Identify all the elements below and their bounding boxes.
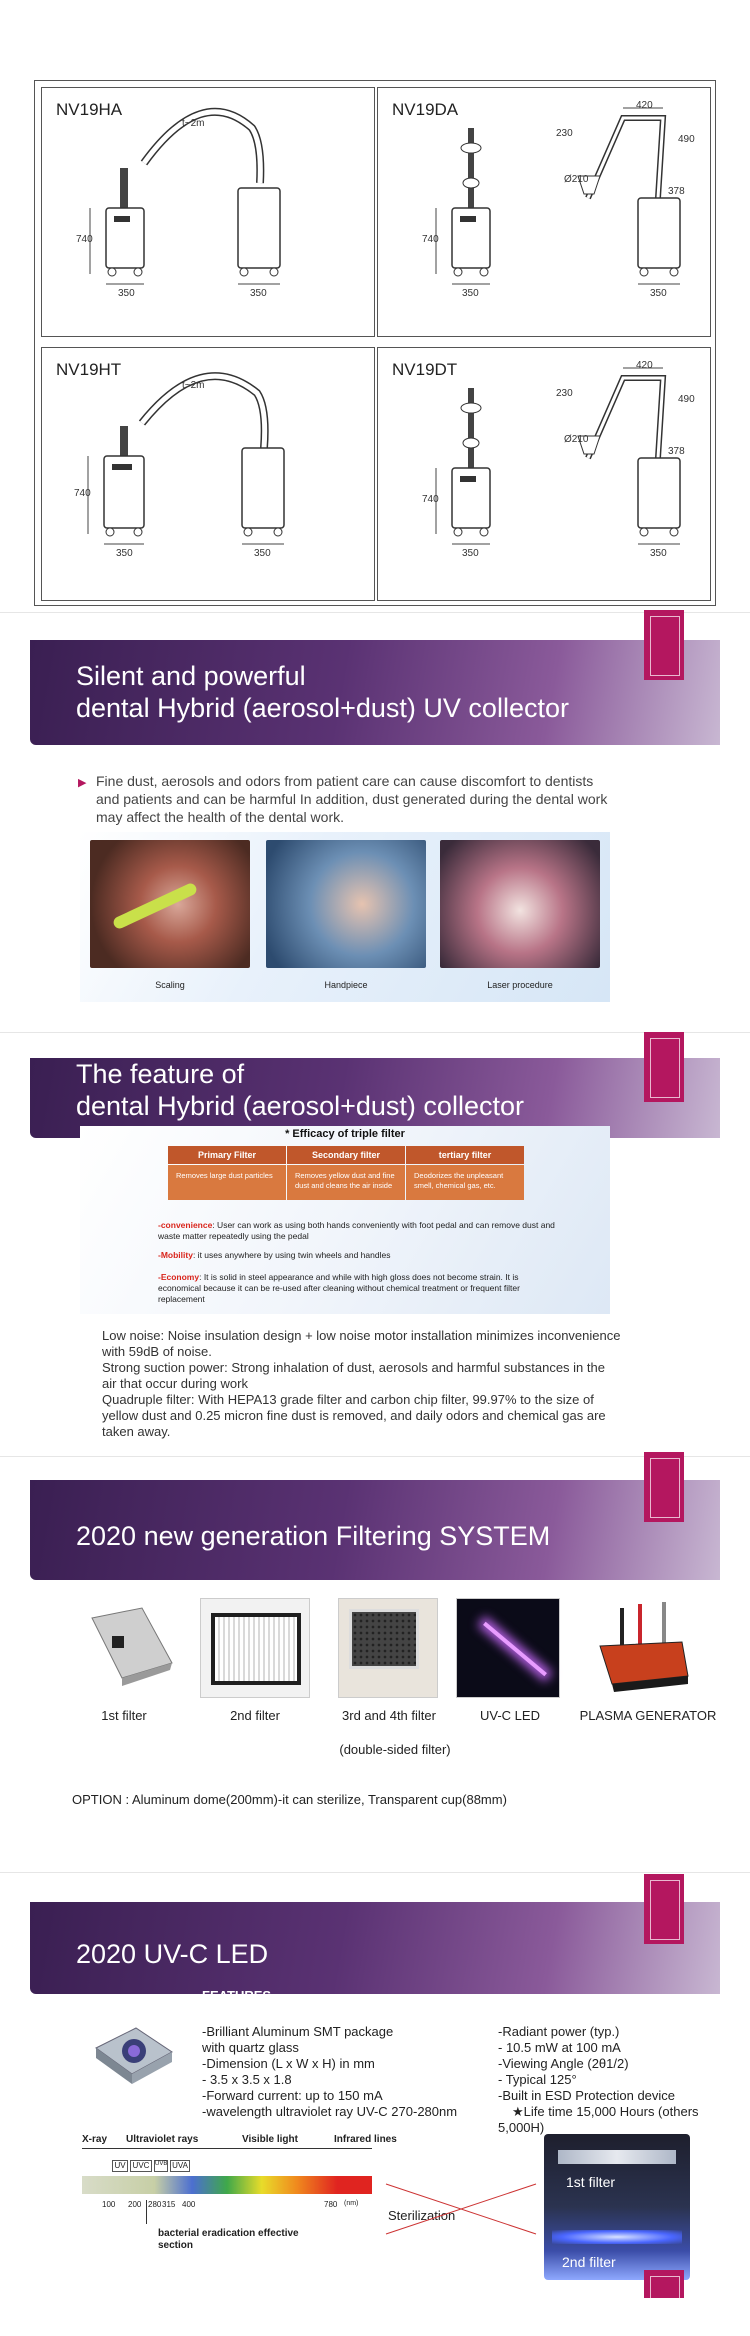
slide1-bullet: Fine dust, aerosols and odors from patient care can cause discomfort to dentists and patients and can be harmful In addition, dust generated during the dental work may affect the health of the dental work. [96,773,608,825]
drawing-svg [378,88,712,338]
spectrum-label-uv: Ultraviolet rays [126,2134,199,2145]
sterilization-label: Sterilization [388,2208,456,2223]
feature-low-noise: Low noise: Noise insulation design + low noise motor installation minimizes inconvenience with 59dB of noise. [102,1328,621,1359]
lifetime-note-cont [498,2120,544,2136]
slide-title-line1: The feature of [76,1059,245,1089]
height-label: 740 [422,234,439,245]
accent-tab [644,1032,684,1102]
feature-line: - Typical 125° [498,2072,577,2087]
uv-chamber-photo [544,2134,690,2280]
drawing-nv19dt [377,347,711,601]
scaling-photo [90,840,250,968]
caption-double-sided: (double-sided filter) [339,1742,451,1757]
sterilization-arrows [376,2174,546,2244]
feature-line: -Radiant power (typ.) [498,2024,620,2039]
lifetime-note [512,2104,699,2120]
spectrum-label-infrared: Infrared lines [334,2134,397,2145]
product-drawings-panel [34,80,716,606]
economy-item [158,1272,558,1305]
tick-unit: (nm) [344,2200,359,2207]
table-cell: Removes yellow dust and fine dust and cleans the air inside [287,1165,405,1200]
tick-400: 400 [182,2200,196,2209]
tick-280: 280 [148,2200,162,2209]
left-feature-list [202,2024,457,2120]
band-uvc: UVC [130,2160,152,2172]
dim-label: 490 [678,134,695,145]
feature-line: -wavelength ultraviolet ray UV-C 270-280nm [202,2104,458,2119]
caption-uvc-led: UV-C LED [480,1708,540,1723]
convenience-text: : User can work as using both hands conveniently with foot pedal and can remove dust and waste matter repeatedly using the pedal [158,1220,555,1241]
tick-315: 315 [162,2200,176,2209]
slide-title-line1: Silent and powerful [76,661,306,691]
tick-780: 780 [324,2200,338,2209]
right-feature-list [498,2024,675,2104]
accent-tab [644,1874,684,1944]
carbon-filter-icon [349,1609,419,1669]
band-uvb: UVB [154,2160,168,2172]
first-filter-icon [82,1598,174,1698]
efficacy-title: * Efficacy of triple filter [285,1128,405,1140]
lifetime-line: 5,000H) [498,2120,545,2135]
feature-line: -Dimension (L x W x H) in mm [202,2056,375,2071]
section-divider [0,1456,750,1457]
dim-label: 378 [668,186,685,197]
drawing-nv19ht [41,347,375,601]
height-label: 740 [76,234,93,245]
dim-label: 378 [668,446,685,457]
caption-first-filter: 1st filter [101,1708,147,1723]
feature-line: -Viewing Angle (2θ1/2) [498,2056,629,2071]
drawing-svg [42,348,376,602]
efficacy-table [168,1146,524,1200]
accent-tab-bottom [644,2270,684,2298]
uv-glow [552,2230,682,2244]
dim-label: 490 [678,394,695,405]
section-divider [0,1032,750,1033]
second-filter-label: 2nd filter [562,2254,616,2270]
led-chip-icon [86,2010,176,2094]
tick-100: 100 [102,2200,116,2209]
bullet-arrow-icon: ▶ [78,777,87,789]
uv-led-glow-icon [483,1622,547,1676]
feature-line: -Brilliant Aluminum SMT package [202,2024,394,2039]
feature-suction: Strong suction power: Strong inhalation of dust, aerosols and harmful substances in the air that occur during work [102,1360,605,1391]
caption-laser: Laser procedure [487,980,553,990]
table-cell: Deodorizes the unpleasant smell, chemical gas, etc. [406,1165,524,1200]
caption-plasma-generator: PLASMA GENERATOR [579,1708,717,1723]
dim-label: 230 [556,388,573,399]
feature-line: -Forward current: up to 150 mA [202,2088,383,2103]
feature-line: - 3.5 x 3.5 x 1.8 [202,2072,292,2087]
spectrum-label-xray: X-ray [82,2134,108,2145]
drawing-nv19ha [41,87,375,337]
width-label: 350 [462,288,479,299]
table-header: Primary Filter [168,1146,286,1164]
tick-200: 200 [128,2200,142,2209]
feature-line: -Built in ESD Protection device [498,2088,676,2103]
hepa-filter-icon [211,1613,301,1685]
drawing-nv19da [377,87,711,337]
economy-label: -Economy [158,1272,200,1282]
second-filter-image [200,1598,310,1698]
uvc-led-image [456,1598,560,1698]
section-divider [0,1872,750,1873]
third-fourth-filter-image [338,1598,438,1698]
laser-photo [440,840,600,968]
spectrum-label-visible: Visible light [242,2134,298,2145]
drawing-svg [378,348,712,602]
model-label: NV19DT [392,360,458,379]
height-label: 740 [422,494,439,505]
dim-label: 230 [556,128,573,139]
band-uv: UV [112,2160,128,2172]
procedure-photos-panel [80,832,610,1002]
accent-tab [644,1452,684,1522]
option-text: OPTION : Aluminum dome(200mm)-it can sterilize, Transparent cup(88mm) [72,1792,507,1807]
feature-quadruple-filter: Quadruple filter: With HEPA13 grade filter and carbon chip filter, 99.97% to the size of yellow dust and 0.25 micron fine dust is removed, and daily odors and chemical gas are taken away. [102,1392,606,1439]
dim-label: Ø210 [564,174,589,185]
slide-title-line2: dental Hybrid (aerosol+dust) UV collector [76,693,569,723]
table-header: tertiary filter [406,1146,524,1164]
band-uva: UVA [170,2160,190,2172]
plasma-generator-icon [592,1598,702,1698]
slide-title: 2020 new generation Filtering SYSTEM [76,1521,551,1551]
height-label: 740 [74,488,91,499]
uv-led-chip-image [86,2010,176,2094]
mobility-label: -Mobility [158,1250,193,1260]
convenience-item [158,1220,558,1242]
table-cell: Removes large dust particles [168,1165,286,1200]
feature-line: - 10.5 mW at 100 mA [498,2040,621,2055]
lifetime-line: ★Life time 15,000 Hours (others [512,2104,699,2119]
slide-title: 2020 UV-C LED [76,1939,269,1969]
slide-title-line2: dental Hybrid (aerosol+dust) collector [76,1091,524,1121]
caption-second-filter: 2nd filter [230,1708,280,1723]
dim-label: Ø210 [564,434,589,445]
caption-scaling: Scaling [155,980,185,990]
spectrum-bar [82,2176,372,2194]
caption-handpiece: Handpiece [324,980,368,990]
width-label: 350 [650,288,667,299]
width-label: 350 [650,548,667,559]
handpiece-photo [266,840,426,968]
arm-width-label: 420 [636,360,653,371]
economy-text: : It is solid in steel appearance and while with high gloss does not become strain. It is economical because it can be re-used after cleaning without chemical treatment or frequent filter replacement [158,1272,520,1304]
accent-tab [644,610,684,680]
arm-width-label: 420 [636,100,653,111]
drawing-svg [42,88,376,338]
caption-third-fourth-filter: 3rd and 4th filter [342,1708,436,1723]
first-filter-label: 1st filter [566,2174,616,2190]
width-label: 350 [250,288,267,299]
model-label: NV19HT [56,360,122,379]
efficacy-panel [80,1126,610,1314]
mobility-text: : it uses anywhere by using twin wheels and handles [192,1250,391,1260]
eradication-note-2: section [158,2240,194,2251]
width-label: 350 [462,548,479,559]
spectrum-axis [82,2148,372,2149]
section-divider [0,612,750,613]
arm-length-label: t~2m [182,118,205,129]
width-label: 350 [118,288,135,299]
plasma-generator-image [592,1598,702,1698]
model-label: NV19HA [56,100,123,119]
model-label: NV19DA [392,100,459,119]
eradication-note: bacterial eradication effective [158,2228,299,2239]
feature-line: with quartz glass [202,2040,299,2055]
convenience-label: -convenience [158,1220,213,1230]
width-label: 350 [254,548,271,559]
arm-length-label: t~2m [182,380,205,391]
width-label: 350 [116,548,133,559]
spectrum-diagram [82,2130,402,2270]
table-header: Secondary filter [287,1146,405,1164]
chamber-top [558,2150,676,2164]
pointer-line [146,2200,147,2224]
mobility-item [158,1250,558,1261]
first-filter-image [82,1598,174,1698]
features-label: FEATURES [202,1988,272,2003]
